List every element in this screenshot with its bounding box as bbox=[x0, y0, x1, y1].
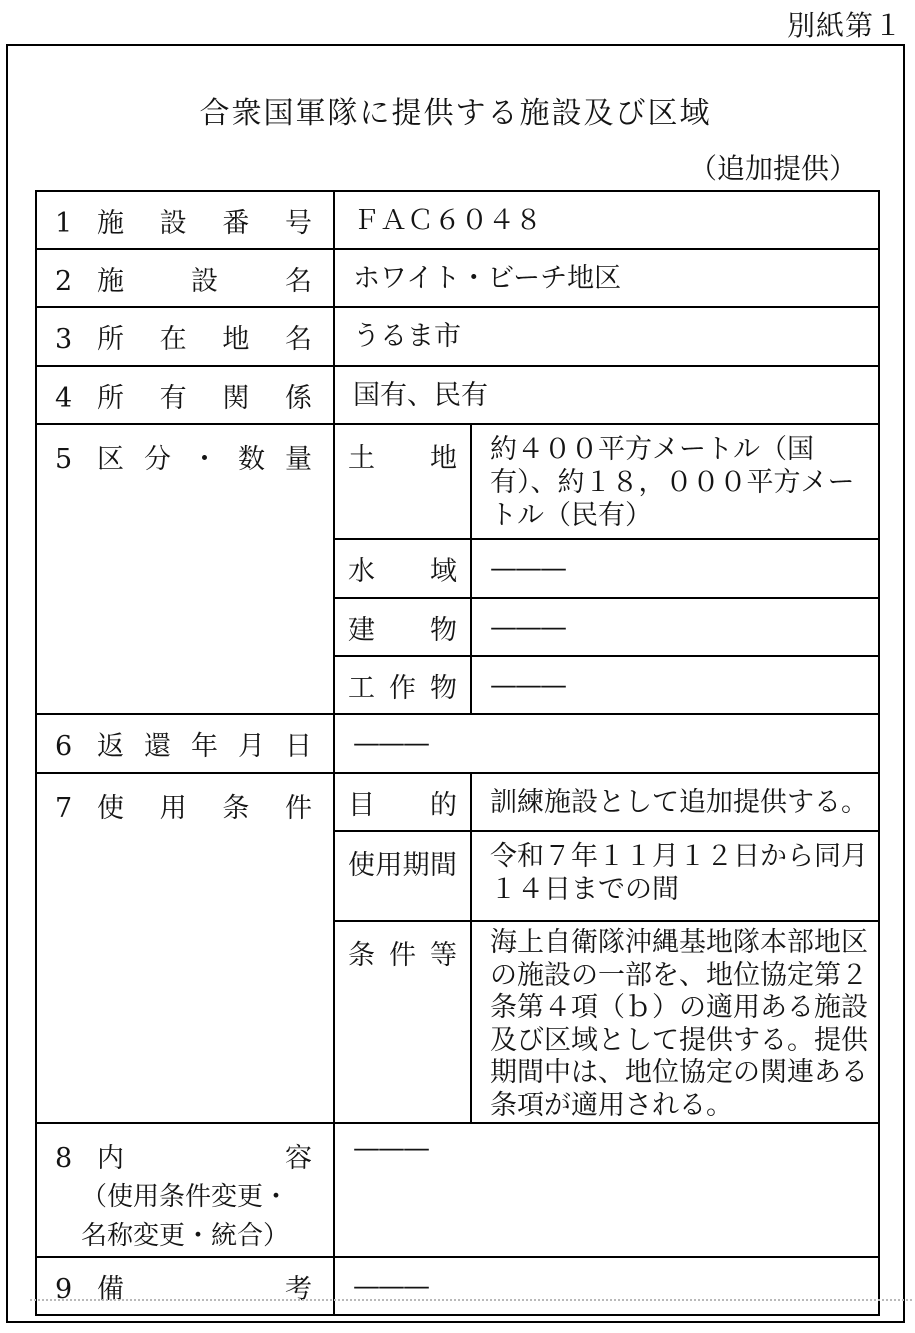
sub-label-period bbox=[334, 831, 471, 921]
row-label-cell bbox=[36, 773, 334, 1123]
document-title: 合衆国軍隊に提供する施設及び区域 bbox=[199, 96, 712, 131]
sub-label-text: 工 作 物 bbox=[348, 672, 457, 704]
row-number: 3 bbox=[55, 324, 73, 355]
facility-name-value: ホワイト・ビーチ地区 bbox=[334, 249, 879, 307]
row-label-text: 内 容 bbox=[97, 1143, 312, 1174]
row-label-text: 所 有 関 係 bbox=[97, 382, 312, 414]
row-location-name bbox=[36, 307, 879, 366]
sub-label-text: 水 域 bbox=[348, 556, 457, 587]
row-category-land bbox=[36, 424, 879, 539]
row-label-cell bbox=[36, 424, 334, 714]
sub-label-text: 土 地 bbox=[348, 443, 457, 474]
row-content-changes bbox=[36, 1123, 879, 1257]
document-subtitle: （追加提供） bbox=[688, 152, 857, 185]
period-value: 令和７年１１月１２日から同月１４日までの間 bbox=[471, 831, 879, 921]
purpose-value: 訓練施設として追加提供する。 bbox=[471, 773, 879, 831]
row-label-text: 使 用 条 件 bbox=[97, 793, 312, 824]
facility-number-value: ＦＡＣ６０４８ bbox=[334, 191, 879, 249]
row-label-cell bbox=[36, 714, 334, 773]
row-return-date bbox=[36, 714, 879, 773]
sub-label-text: 目 的 bbox=[348, 789, 457, 821]
sub-label-text: 条 件 等 bbox=[348, 940, 457, 971]
sub-label-terms bbox=[334, 921, 471, 1123]
row-number: 4 bbox=[55, 382, 73, 414]
row-label bbox=[37, 259, 333, 298]
sub-label-water bbox=[334, 539, 471, 598]
content-changes-value: ——— bbox=[334, 1123, 879, 1257]
row-label-cell bbox=[36, 1257, 334, 1315]
row-label-text: 施 設 番 号 bbox=[97, 207, 312, 239]
row-number: 5 bbox=[55, 444, 73, 475]
document-frame bbox=[6, 44, 905, 1323]
building-value: ——— bbox=[471, 598, 879, 656]
row-facility-number bbox=[36, 191, 879, 249]
sub-label-text: 使 用 期 間 bbox=[348, 850, 457, 881]
ownership-value: 国有、民有 bbox=[334, 366, 879, 424]
row-label bbox=[37, 786, 333, 825]
terms-value: 海上自衛隊沖縄基地隊本部地区の施設の一部を、地位協定第２条第４項（ｂ）の適用ある施設及び区域として提供する。提供期間中は、地位協定の関連ある条項が適用される。 bbox=[471, 921, 879, 1123]
row-number: 8 bbox=[55, 1143, 73, 1174]
row-remarks bbox=[36, 1257, 879, 1315]
sub-label-land bbox=[334, 424, 471, 539]
row-label-note: （使用条件変更・名称変更・統合） bbox=[81, 1182, 290, 1251]
row-label-text: 区 分 ・ 数 量 bbox=[97, 444, 312, 475]
row-ownership bbox=[36, 366, 879, 424]
row-label-cell bbox=[36, 307, 334, 366]
facility-table bbox=[35, 190, 880, 1316]
sub-label-purpose bbox=[334, 773, 471, 831]
row-label-text: 返 還 年 月 日 bbox=[97, 731, 312, 762]
row-label bbox=[37, 376, 333, 415]
row-label bbox=[37, 317, 333, 356]
row-label-cell bbox=[36, 366, 334, 424]
row-number: 1 bbox=[55, 207, 73, 239]
row-number: 7 bbox=[55, 793, 73, 824]
row-label-cell bbox=[36, 191, 334, 249]
row-label bbox=[37, 1136, 333, 1175]
row-conditions-purpose bbox=[36, 773, 879, 831]
sub-label-structure bbox=[334, 656, 471, 714]
attachment-sheet-label: 別紙第１ bbox=[786, 9, 903, 42]
row-number: 9 bbox=[55, 1273, 73, 1305]
row-label bbox=[37, 724, 333, 763]
water-value: ——— bbox=[471, 539, 879, 598]
row-label-cell bbox=[36, 1123, 334, 1257]
row-number: 6 bbox=[55, 731, 73, 762]
row-label-text: 所 在 地 名 bbox=[97, 324, 312, 355]
row-label bbox=[37, 437, 333, 476]
structure-value: ——— bbox=[471, 656, 879, 714]
remarks-value: ——— bbox=[334, 1257, 879, 1315]
row-facility-name bbox=[36, 249, 879, 307]
row-label-text: 施 設 名 bbox=[97, 265, 312, 297]
land-value: 約４００平方メートル（国有）、約１８，０００平方メートル（民有） bbox=[471, 424, 879, 539]
sub-label-building bbox=[334, 598, 471, 656]
row-number: 2 bbox=[55, 265, 73, 297]
sub-label-text: 建 物 bbox=[348, 614, 457, 646]
location-name-value: うるま市 bbox=[334, 307, 879, 366]
row-label-text: 備 考 bbox=[97, 1273, 312, 1305]
row-label-cell bbox=[36, 249, 334, 307]
row-label bbox=[37, 201, 333, 240]
return-date-value: ——— bbox=[334, 714, 879, 773]
scan-artifact-dotted-line bbox=[30, 1299, 912, 1301]
